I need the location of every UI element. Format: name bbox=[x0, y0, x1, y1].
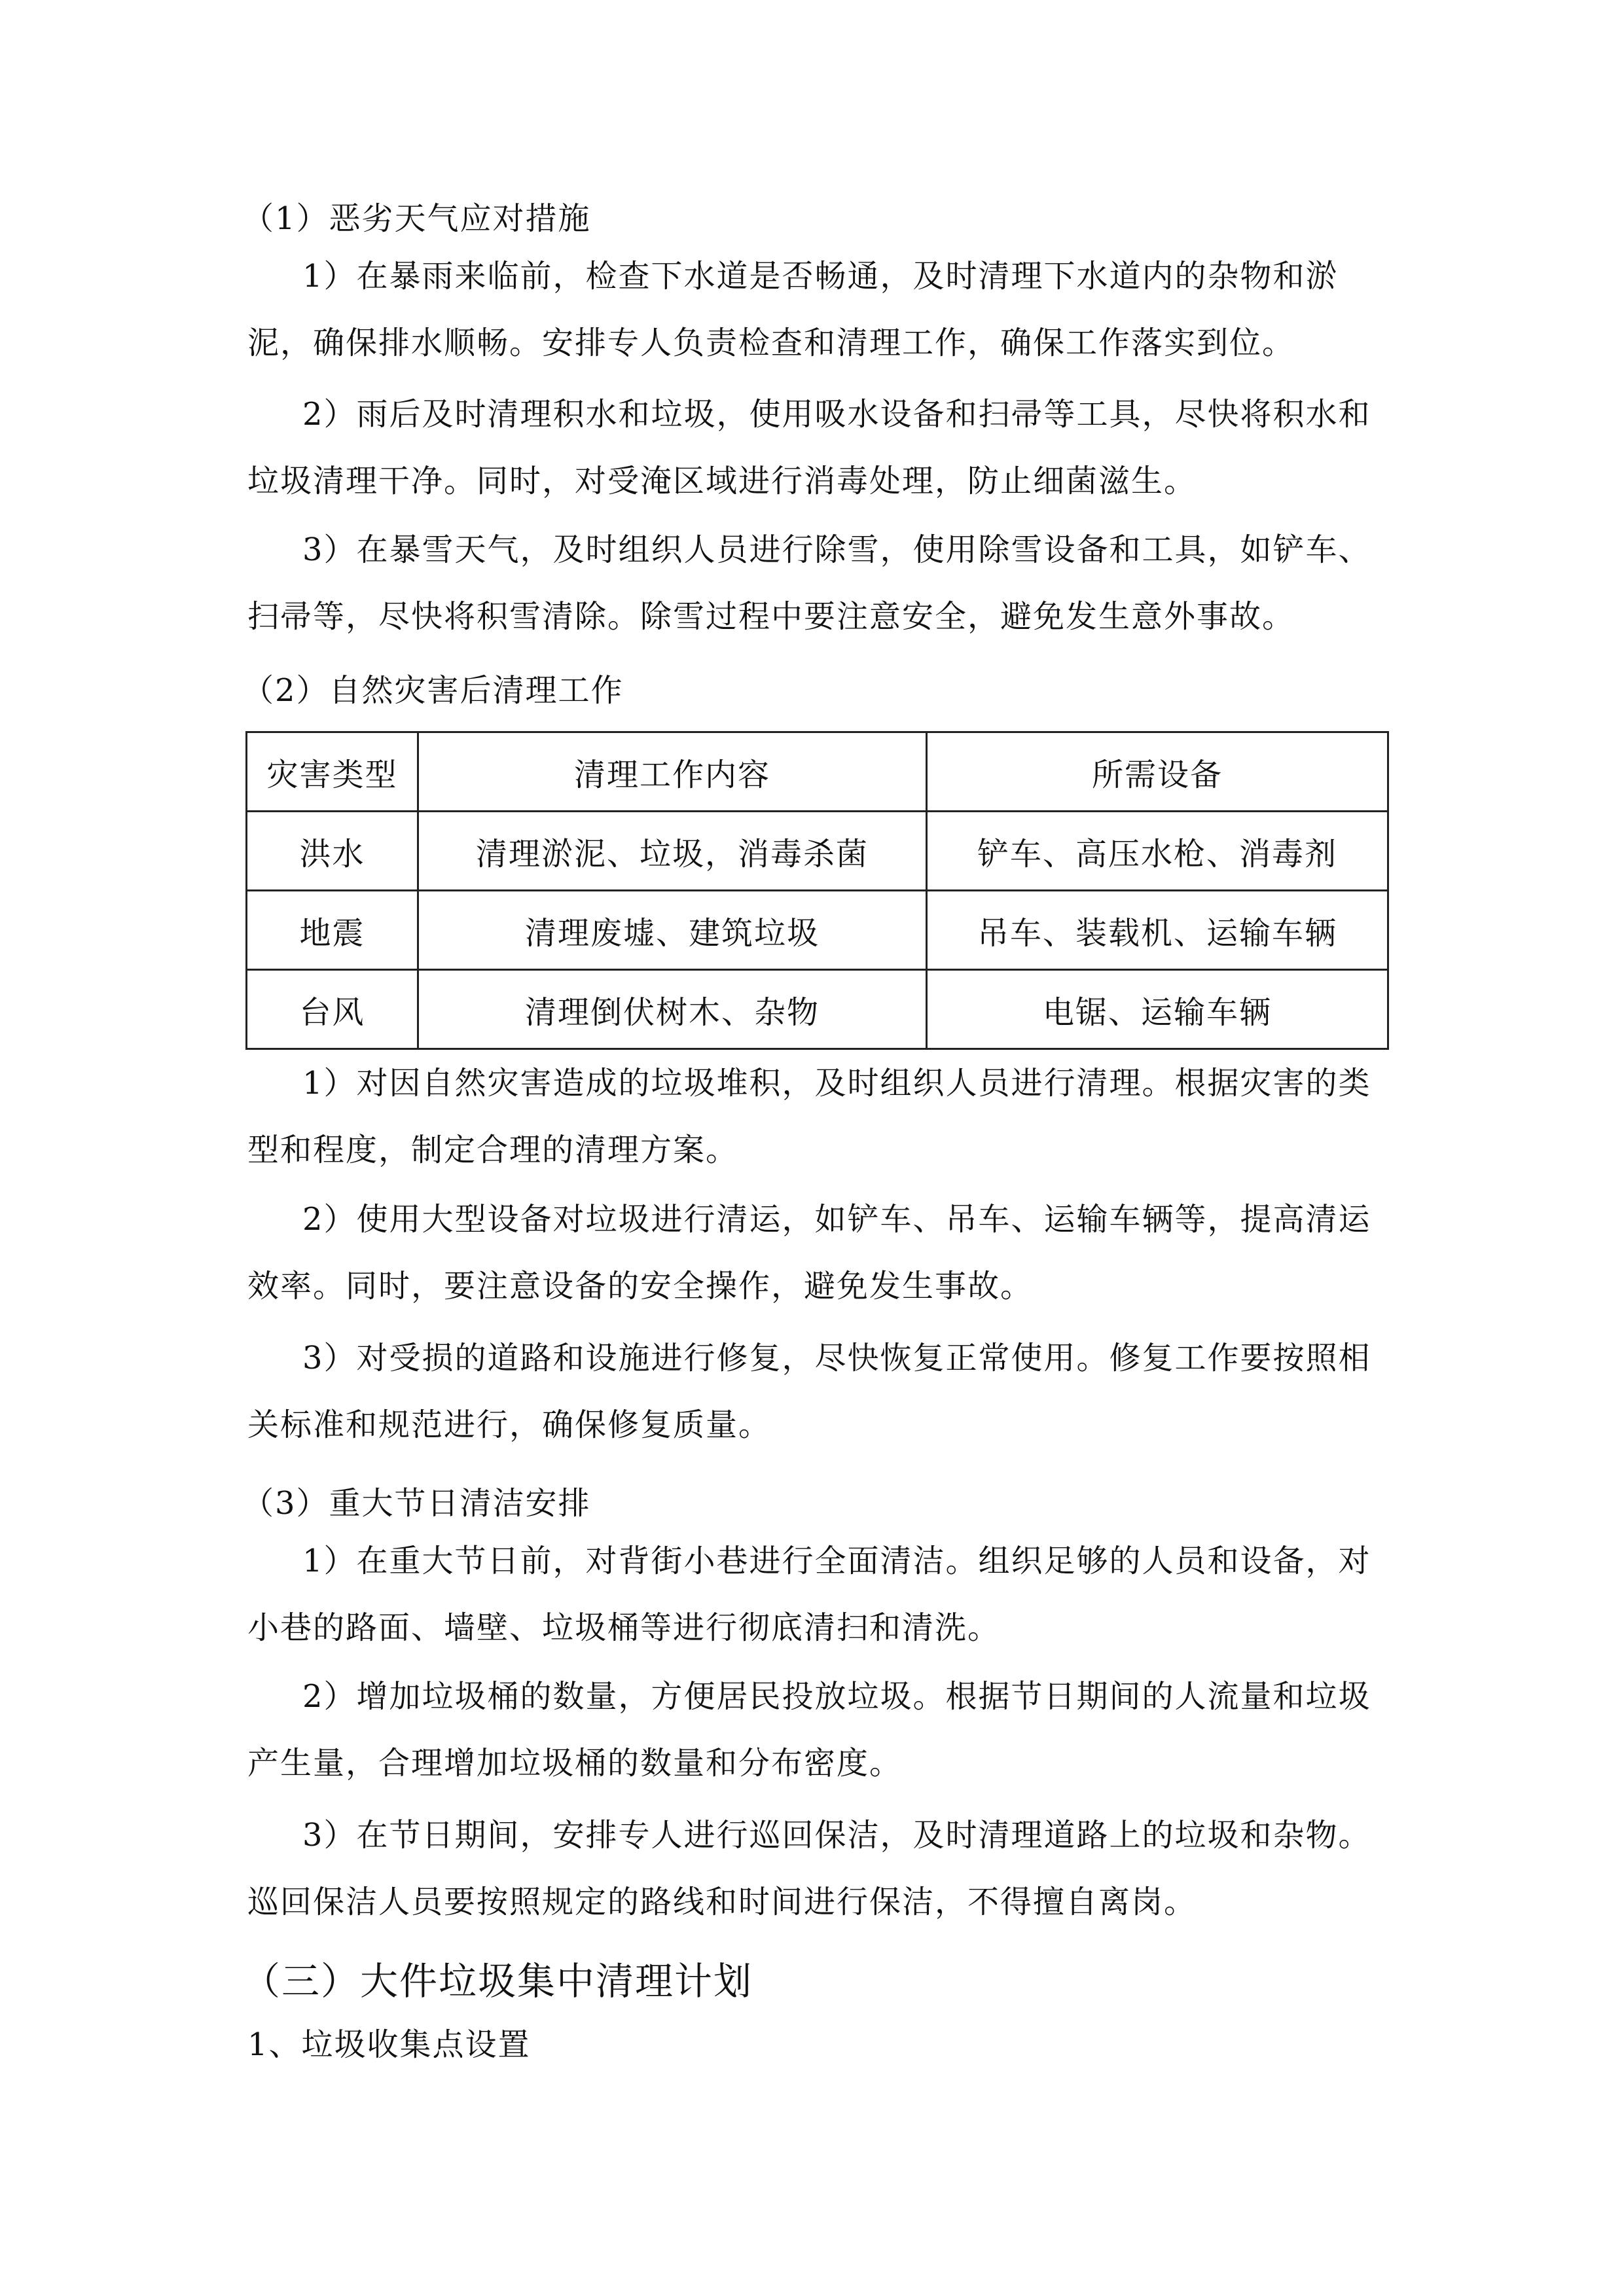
table-row bbox=[247, 812, 1388, 891]
paragraph-line: 型和程度，制定合理的清理方案。 bbox=[247, 1132, 739, 1168]
table-cell: 清理倒伏树木、杂物 bbox=[418, 970, 927, 1049]
table-cell: 电锯、运输车辆 bbox=[927, 970, 1388, 1049]
paragraph-line: 垃圾清理干净。同时，对受淹区域进行消毒处理，防止细菌滋生。 bbox=[247, 463, 1197, 499]
table-row bbox=[247, 891, 1388, 970]
table-cell: 清理废墟、建筑垃圾 bbox=[418, 891, 927, 970]
table-header-row bbox=[247, 732, 1388, 812]
paragraph-line: 小巷的路面、墙壁、垃圾桶等进行彻底清扫和清洗。 bbox=[247, 1609, 1001, 1646]
paragraph-line: 效率。同时，要注意设备的安全操作，避免发生事故。 bbox=[247, 1268, 1034, 1304]
table-cell: 吊车、装载机、运输车辆 bbox=[927, 891, 1388, 970]
paragraph-line: 泥，确保排水顺畅。安排专人负责检查和清理工作，确保工作落实到位。 bbox=[247, 325, 1295, 361]
part-heading-bulky-waste: （三）大件垃圾集中清理计划 bbox=[242, 1959, 753, 2003]
table-cell: 台风 bbox=[247, 970, 418, 1049]
paragraph-line: 1）在重大节日前，对背街小巷进行全面清洁。组织足够的人员和设备，对 bbox=[302, 1543, 1371, 1579]
disaster-cleanup-table bbox=[245, 731, 1389, 1050]
section-heading-disaster-cleanup: （2）自然灾害后清理工作 bbox=[242, 672, 624, 709]
paragraph-line: 2）使用大型设备对垃圾进行清运，如铲车、吊车、运输车辆等，提高清运 bbox=[302, 1201, 1371, 1238]
table-cell: 地震 bbox=[247, 891, 418, 970]
paragraph-line: 巡回保洁人员要按照规定的路线和时间进行保洁，不得擅自离岗。 bbox=[247, 1884, 1197, 1920]
paragraph-line: 1）对因自然灾害造成的垃圾堆积，及时组织人员进行清理。根据灾害的类 bbox=[302, 1065, 1371, 1102]
paragraph-line: 2）雨后及时清理积水和垃圾，使用吸水设备和扫帚等工具，尽快将积水和 bbox=[302, 396, 1371, 433]
paragraph-line: 3）对受损的道路和设施进行修复，尽快恢复正常使用。修复工作要按照相 bbox=[302, 1340, 1371, 1376]
table-header-cell: 清理工作内容 bbox=[418, 732, 927, 812]
paragraph-line: 关标准和规范进行，确保修复质量。 bbox=[247, 1407, 772, 1443]
section-heading-holiday-cleaning: （3）重大节日清洁安排 bbox=[242, 1485, 591, 1522]
table-header-cell: 灾害类型 bbox=[247, 732, 418, 812]
table-cell: 铲车、高压水枪、消毒剂 bbox=[927, 812, 1388, 891]
table-cell: 洪水 bbox=[247, 812, 418, 891]
subheading-collection-points: 1、垃圾收集点设置 bbox=[247, 2026, 531, 2063]
paragraph-line: 1）在暴雨来临前，检查下水道是否畅通，及时清理下水道内的杂物和淤 bbox=[302, 258, 1339, 295]
paragraph-line: 产生量，合理增加垃圾桶的数量和分布密度。 bbox=[247, 1745, 903, 1782]
paragraph-line: 扫帚等，尽快将积雪清除。除雪过程中要注意安全，避免发生意外事故。 bbox=[247, 598, 1295, 635]
table-header-cell: 所需设备 bbox=[927, 732, 1388, 812]
paragraph-line: 3）在暴雪天气，及时组织人员进行除雪，使用除雪设备和工具，如铲车、 bbox=[302, 531, 1371, 568]
section-heading-bad-weather: （1）恶劣天气应对措施 bbox=[242, 200, 591, 237]
paragraph-line: 3）在节日期间，安排专人进行巡回保洁，及时清理道路上的垃圾和杂物。 bbox=[302, 1817, 1371, 1854]
paragraph-line: 2）增加垃圾桶的数量，方便居民投放垃圾。根据节日期间的人流量和垃圾 bbox=[302, 1678, 1371, 1715]
table-cell: 清理淤泥、垃圾，消毒杀菌 bbox=[418, 812, 927, 891]
table-row bbox=[247, 970, 1388, 1049]
